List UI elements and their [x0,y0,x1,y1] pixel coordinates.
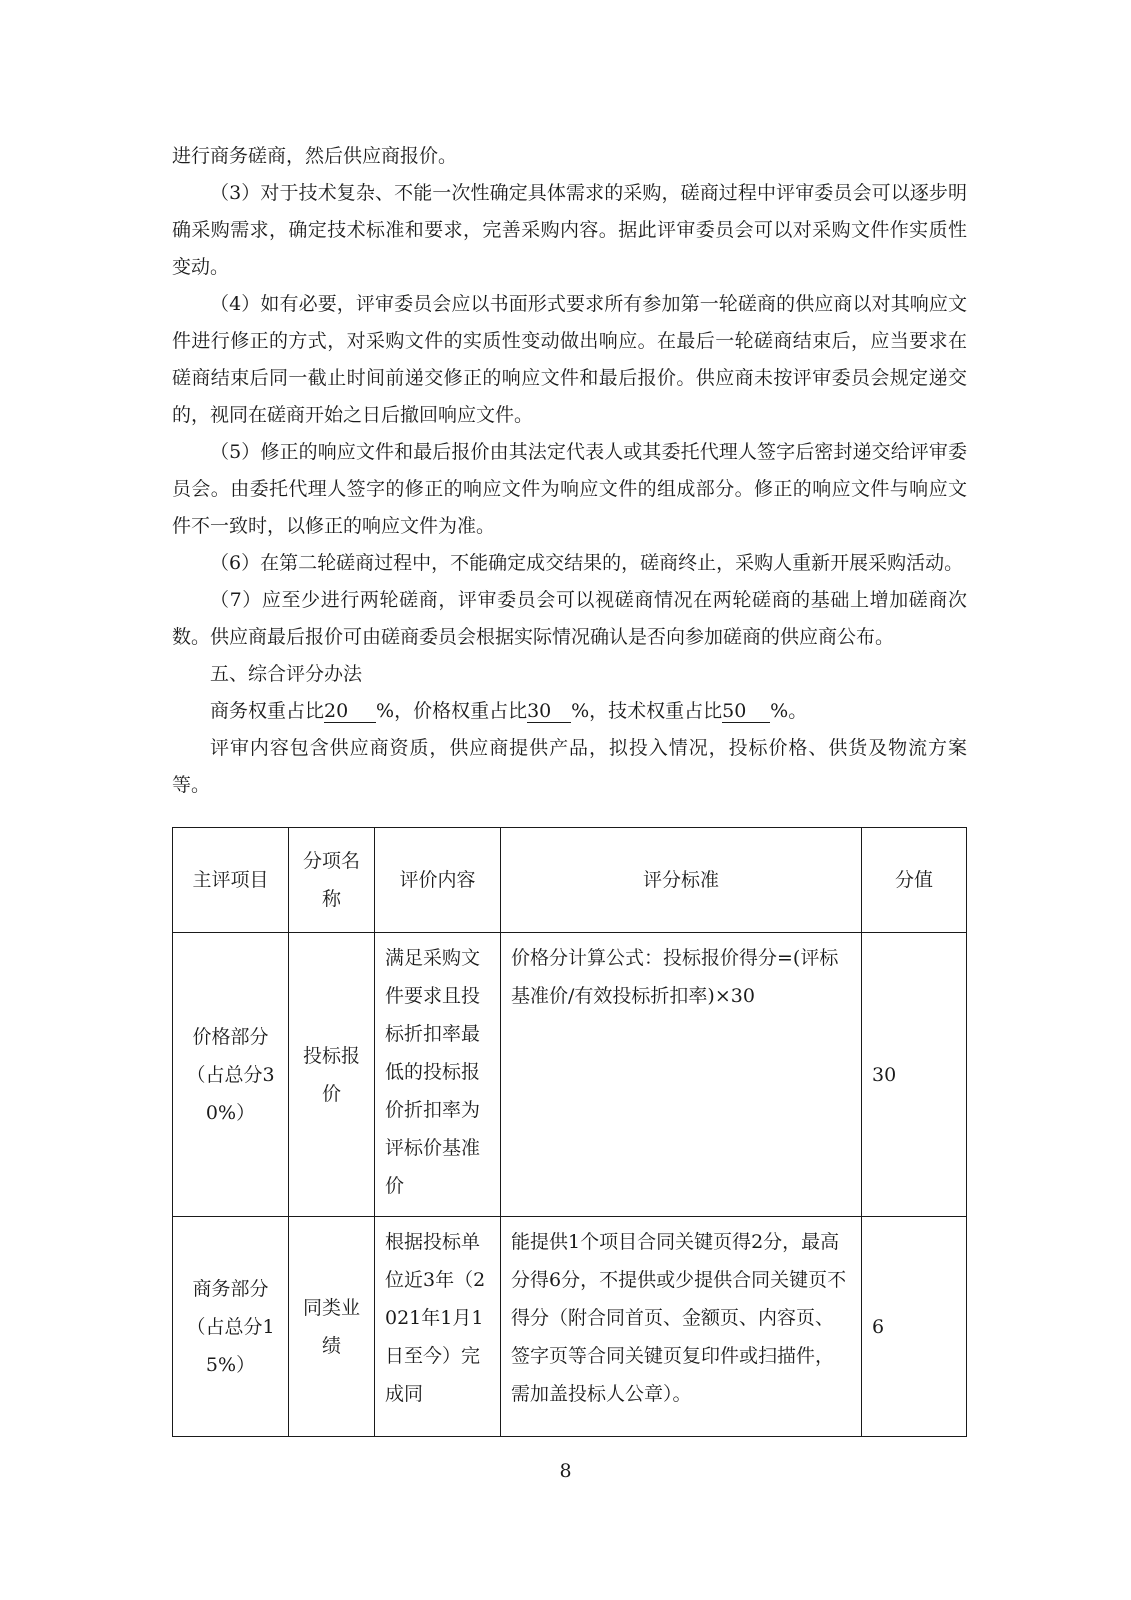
row-main-item: 价格部分（占总分30%） [173,933,289,1217]
header-main-item: 主评项目 [173,828,289,933]
row-main-item: 商务部分（占总分15%） [173,1217,289,1437]
section-heading: 五、综合评分办法 [210,663,363,685]
row-sub-item: 投标报价 [289,933,375,1217]
row-criteria: 能提供1个项目合同关键页得2分，最高分得6分，不提供或少提供合同关键页不得分（附合同首页、金额页、内容页、签字页等合同关键页复印件或扫描件，需加盖投标人公章）。 [501,1217,862,1437]
header-sub-item: 分项名称 [289,828,375,933]
table-row [173,1217,967,1437]
page-number: 8 [559,1460,572,1482]
price-weight-label: %，价格权重占比 [376,700,528,722]
weights-line [172,693,967,730]
header-content: 评价内容 [375,828,501,933]
row-score: 30 [862,933,967,1217]
header-criteria: 评分标准 [501,828,862,933]
business-weight-label: 商务权重占比 [210,700,325,722]
paragraph-item-4: （4）如有必要，评审委员会应以书面形式要求所有参加第一轮磋商的供应商以对其响应文件进行修正的方式，对采购文件的实质性变动做出响应。在最后一轮磋商结束后，应当要求在磋商结束后同一截止时间前递交修正的响应文件和最后报价。供应商未按评审委员会规定递交的，视同在磋商开始之日后撤回响应文件。 [172,293,967,426]
paragraph-item-5: （5）修正的响应文件和最后报价由其法定代表人或其委托代理人签字后密封递交给评审委员会。由委托代理人签字的修正的响应文件为响应文件的组成部分。修正的响应文件与响应文件不一致时，以修正的响应文件为准。 [172,441,967,537]
row-sub-item: 同类业绩 [289,1217,375,1437]
row-score: 6 [862,1217,967,1437]
weights-tail: %。 [770,700,808,722]
table-row [173,933,967,1217]
scoring-table [172,827,967,1437]
price-weight-value: 30 [527,700,571,723]
review-content-paragraph: 评审内容包含供应商资质，供应商提供产品，拟投入情况，投标价格、供货及物流方案等。 [172,737,967,796]
row-content: 满足采购文件要求且投标折扣率最低的投标报价折扣率为评标价基准价 [375,933,501,1217]
row-content: 根据投标单位近3年（2021年1月1日至今）完成同 [375,1217,501,1437]
paragraph-continuation: 进行商务磋商，然后供应商报价。 [172,145,458,167]
business-weight-value: 20 [324,700,376,723]
body-text [172,138,967,804]
paragraph-item-6: （6）在第二轮磋商过程中，不能确定成交结果的，磋商终止，采购人重新开展采购活动。 [210,552,964,574]
paragraph-item-7: （7）应至少进行两轮磋商，评审委员会可以视磋商情况在两轮磋商的基础上增加磋商次数。供应商最后报价可由磋商委员会根据实际情况确认是否向参加磋商的供应商公布。 [172,589,967,648]
paragraph-item-3: （3）对于技术复杂、不能一次性确定具体需求的采购，磋商过程中评审委员会可以逐步明确采购需求，确定技术标准和要求，完善采购内容。据此评审委员会可以对采购文件作实质性变动。 [172,182,967,278]
header-score: 分值 [862,828,967,933]
tech-weight-value: 50 [722,700,770,723]
table-header-row [173,828,967,933]
tech-weight-label: %，技术权重占比 [571,700,723,722]
row-criteria: 价格分计算公式：投标报价得分=(评标基准价/有效投标折扣率)×30 [501,933,862,1217]
